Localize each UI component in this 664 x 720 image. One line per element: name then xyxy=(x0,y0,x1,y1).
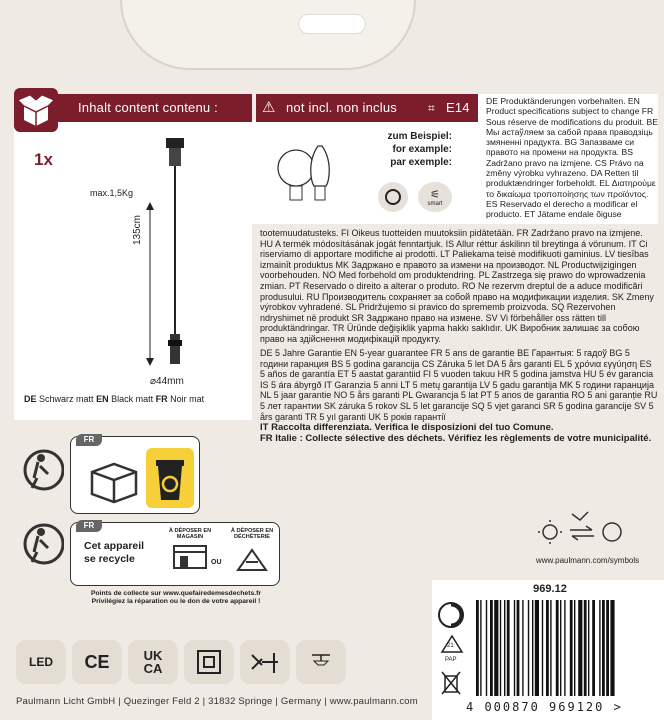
led-cert: LED xyxy=(16,640,66,684)
example-bulbs-icon xyxy=(272,136,342,212)
weee-bin-icon xyxy=(440,670,462,696)
diameter-label: ⌀44mm xyxy=(150,376,184,387)
store-label: À DÉPOSER EN MAGASIN xyxy=(168,528,212,541)
bulb-excluded-icon: ⚠ xyxy=(262,99,276,116)
contents-banner: Inhalt content contenu : xyxy=(30,94,252,122)
triman-icon xyxy=(22,448,64,494)
not-included-banner: not incl. non inclus ⚠ ⌗ E14 xyxy=(256,94,478,122)
hang-hole xyxy=(298,14,366,34)
length-label: 135cm xyxy=(132,214,143,245)
class-ii-icon xyxy=(184,640,234,684)
disclaimer-top: DE Produktänderungen vorbehalten. EN Product specifications subject to change FR Sous réserve de modifications du produit. BE Мы астаўляем за сабой права праводзіць змяненні прадукта. BG Запазваме си правото на промени на продукта. BS Zadržano pravo na izmjene. CS Právo na změny výrobku vyhrazeno. DA Retten til produktændringer forbeholdt. EL Διατηρούμε το δικαίωμα τροποποίησης των προϊόντος. ES Reservado el derecho a modificar el producto. ET Jätame endale õiguse xyxy=(486,96,658,220)
disclaimer-continued: tootemuudatusteks. FI Oikeus tuotteiden muutoksiin pidätetään. FR Zadržano pravo na izmjene. HU A termék módosításának jogát fenntartjuk. IS Allur réttur áskilinn til breytinga á vörunum. IT Ci riserviamo di apportare modifiche ai prodotti. LT Paliekama teisė modifikuoti gaminius. LV tiesības izmainīt produktus MK Задржано е правото за измени на производот. NL Productwijzigingen voorbehouden. NO Med forbehold om produktendring. PL Zastrzega się prawo do wprowadzenia zmian. PT Reservado o direito a alterar o produto. RO Ne rezervm dreptul de a aduce modificări produsului. RU Производитель сохраняет за собой право на модификации изделия. SK Zmeny výrobkov vyhradené. SL Pridržujemo si pravico do sprememb proizvoda. SQ Rezervohen ndryshimet në produkt SR Задржано право на измене. SV Vi förbehåller oss rätten till produktändringar. TR Üründe değişiklik yapma hakkı saklıdır. UK Виробник залишає за собою право на здійснення модифікацій продукту. xyxy=(260,228,654,344)
company-footer: Paulmann Licht GmbH | Quezinger Feld 2 | 31832 Springe | Germany | www.paulmann.com xyxy=(16,696,418,707)
example-text: zum Beispiel: for example: par exemple: xyxy=(387,131,452,168)
cut-to-length-icon xyxy=(240,640,290,684)
socket-icon: ⌗ xyxy=(428,101,435,115)
hang-tab xyxy=(120,0,416,70)
quantity: 1x xyxy=(34,150,53,169)
barcode-digits: 4 000870 969120 > xyxy=(466,700,623,714)
triman-icon-2 xyxy=(22,522,64,568)
store-icon xyxy=(170,542,210,572)
italy-recycling: IT Raccolta differenziata. Verifica le disposizioni del tuo Comune. FR Italie : Collecte sélective des déchets. Vérifiez les règlements de votre municipalité. xyxy=(260,422,652,444)
dimmer-icon xyxy=(378,182,408,212)
ceiling-lamp-icon xyxy=(296,640,346,684)
green-dot-icon xyxy=(436,600,466,630)
collection-points: Points de collecte sur www.quefairedemesdechets.fr Privilégiez la réparation ou le don de votre appareil ! xyxy=(90,590,262,605)
smart-icon: ⚟ smart xyxy=(418,182,452,212)
or-label: OU xyxy=(211,559,222,566)
pendant-drawing xyxy=(130,134,220,374)
packaging-icon xyxy=(86,456,142,504)
appliance-recycle-text: Cet appareil se recycle xyxy=(84,540,145,565)
package-box-icon xyxy=(14,88,58,132)
guarantee-text: DE 5 Jahre Garantie EN 5-year guarantee FR 5 ans de garantie BE Гарантыя: 5 гадоў BG 5 години гаранция BS 5 godina garancija CS Záruka 5 let DA 5 års garanti EL 5 χρόνια εγγύηση ES 5 años de garantía ET 5 aastat garantiid FI 5 vuoden takuu HR 5 godina jamstva HU 5 év garancia IS 5 ára ábyrgð IT Garanzia 5 anni LT 5 metų garantija LV 5 gadu garantija MK 5 години гаранција NL 5 jaar garantie NO 5 års garanti PL Gwarancja 5 lat PT 5 anos de garantia RO 5 ani garanție RU 5 лет гарантии SK záruka 5 rokov SL 5 let garancije SQ 5 vjet garanci SR 5 godina garancije SV 5 års garanti TR 5 yıl garanti UK 5 років гарантії xyxy=(260,348,658,422)
product-code: 969.12 xyxy=(533,583,567,595)
max-load: max.1,5Kg xyxy=(90,188,134,198)
barcode xyxy=(476,600,654,696)
daylight-sensor-icon xyxy=(536,504,662,554)
yellow-bin-icon xyxy=(152,452,188,504)
finish-line: DE Schwarz matt EN Black matt FR Noir mat xyxy=(24,394,205,404)
dump-label: À DÉPOSER EN DÉCHÈTERIE xyxy=(230,528,274,541)
pap-label: PAP xyxy=(445,657,457,663)
ukca-cert: UK CA xyxy=(128,640,178,684)
recycling-center-icon xyxy=(234,544,270,574)
symbols-url: www.paulmann.com/symbols xyxy=(536,556,640,565)
ce-cert: CE xyxy=(72,640,122,684)
